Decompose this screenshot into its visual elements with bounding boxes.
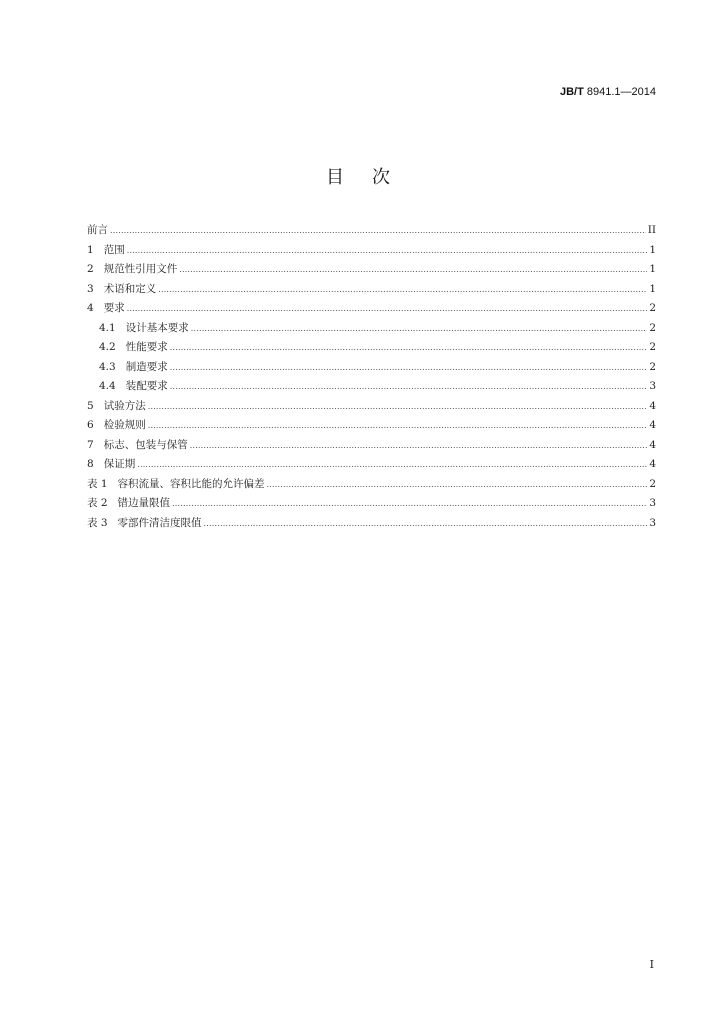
toc-entry-label: 保证期 xyxy=(103,458,136,470)
toc-entry-page: 2 xyxy=(649,321,656,334)
toc-entry-page: 3 xyxy=(649,497,656,509)
standard-code-number: 8941.1—2014 xyxy=(583,86,656,98)
toc-entry-label: 范围 xyxy=(103,243,125,256)
toc-entry-label: 前言 xyxy=(87,224,108,236)
toc-entry-label: 检验规则 xyxy=(103,419,146,431)
standard-code-prefix: JB/T xyxy=(559,86,584,98)
table-of-contents xyxy=(87,221,656,533)
toc-entry-number: 2 xyxy=(87,263,104,275)
toc-entry[interactable] xyxy=(87,377,656,397)
toc-leader-dots xyxy=(172,494,647,514)
toc-entry-number: 8 xyxy=(87,458,104,470)
toc-leader-dots xyxy=(127,299,648,319)
toc-entry-number: 表 1 xyxy=(87,477,118,490)
toc-entry-page: 4 xyxy=(649,438,656,451)
toc-entry-page: 4 xyxy=(649,419,656,431)
toc-entry-label: 错边量限值 xyxy=(117,497,171,509)
toc-entry-page: 4 xyxy=(649,458,656,470)
page-title: 目次 xyxy=(326,167,418,188)
toc-entry-page: 3 xyxy=(649,380,656,392)
toc-entry-number: 6 xyxy=(87,419,104,431)
toc-leader-dots xyxy=(158,280,647,300)
toc-entry-page: 1 xyxy=(649,282,656,295)
toc-entry[interactable] xyxy=(87,455,656,475)
toc-entry[interactable] xyxy=(87,358,656,378)
page-number: I xyxy=(649,958,654,971)
toc-leader-dots xyxy=(204,514,648,534)
toc-entry-number: 表 3 xyxy=(87,516,118,529)
toc-entry-label: 要求 xyxy=(103,302,125,314)
toc-entry[interactable] xyxy=(87,280,656,300)
toc-entry-label: 标志、包装与保管 xyxy=(103,438,188,451)
toc-entry-page: 1 xyxy=(649,263,656,275)
toc-entry[interactable] xyxy=(87,514,656,534)
toc-leader-dots xyxy=(137,455,647,475)
toc-entry[interactable] xyxy=(87,338,656,358)
toc-leader-dots xyxy=(148,397,648,417)
toc-entry-number: 5 xyxy=(87,399,104,412)
toc-entry-label: 装配要求 xyxy=(125,380,168,392)
toc-entry[interactable] xyxy=(87,260,656,280)
standard-code xyxy=(560,86,656,98)
toc-entry[interactable] xyxy=(87,221,656,241)
toc-leader-dots xyxy=(170,338,648,358)
toc-entry-label: 性能要求 xyxy=(125,341,168,353)
toc-entry[interactable] xyxy=(87,319,656,339)
toc-entry-label: 设计基本要求 xyxy=(125,321,189,334)
toc-entry-label: 零部件清洁度限值 xyxy=(117,516,202,529)
toc-entry-page: 3 xyxy=(649,516,656,529)
toc-entry-number: 4 xyxy=(87,302,104,314)
toc-entry-label: 制造要求 xyxy=(125,360,168,373)
toc-entry[interactable] xyxy=(87,475,656,495)
toc-entry-page: II xyxy=(647,224,656,236)
toc-entry-label: 规范性引用文件 xyxy=(103,263,178,275)
toc-entry[interactable] xyxy=(87,436,656,456)
toc-entry-page: 2 xyxy=(649,360,656,373)
toc-leader-dots xyxy=(190,436,648,456)
toc-entry-page: 2 xyxy=(649,341,656,353)
toc-entry[interactable] xyxy=(87,416,656,436)
toc-leader-dots xyxy=(191,319,648,339)
toc-entry-number: 3 xyxy=(87,282,104,295)
toc-entry-page: 2 xyxy=(649,302,656,314)
toc-entry[interactable] xyxy=(87,241,656,261)
toc-entry-number: 表 2 xyxy=(87,497,118,509)
toc-entry-number: 4.2 xyxy=(99,341,126,353)
toc-entry-number: 4.3 xyxy=(99,360,126,373)
toc-entry-page: 2 xyxy=(649,477,656,490)
toc-leader-dots xyxy=(170,358,648,378)
toc-entry-label: 试验方法 xyxy=(103,399,146,412)
toc-entry[interactable] xyxy=(87,494,656,514)
toc-entry-number: 4.1 xyxy=(99,321,126,334)
toc-leader-dots xyxy=(148,416,648,436)
toc-entry-label: 容积流量、容积比能的允许偏差 xyxy=(117,477,265,490)
toc-entry-number: 1 xyxy=(87,243,104,256)
toc-entry[interactable] xyxy=(87,299,656,319)
toc-entry-page: 1 xyxy=(649,243,656,256)
toc-leader-dots xyxy=(110,221,646,241)
toc-leader-dots xyxy=(179,260,647,280)
toc-entry[interactable] xyxy=(87,397,656,417)
toc-leader-dots xyxy=(170,377,648,397)
toc-entry-number: 4.4 xyxy=(99,380,126,392)
toc-leader-dots xyxy=(267,475,648,495)
toc-entry-label: 术语和定义 xyxy=(103,282,157,295)
toc-leader-dots xyxy=(127,241,648,261)
toc-entry-page: 4 xyxy=(649,399,656,412)
toc-entry-number: 7 xyxy=(87,438,104,451)
